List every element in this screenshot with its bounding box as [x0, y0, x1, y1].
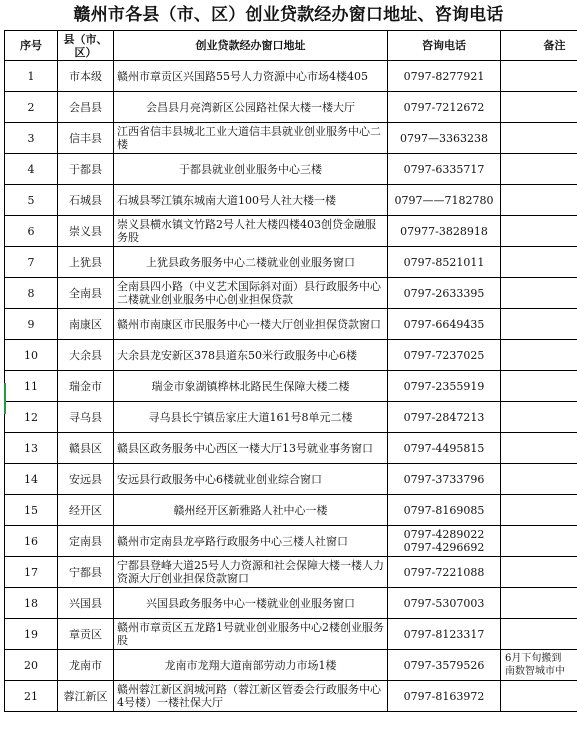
row-number: 2	[5, 92, 58, 123]
phone-number: 0797-8163972	[388, 681, 501, 712]
table-row	[5, 61, 577, 92]
table-row	[5, 619, 577, 650]
row-number: 11	[5, 371, 58, 402]
note	[501, 526, 577, 557]
county-name: 章贡区	[58, 619, 114, 650]
row-number: 6	[5, 216, 58, 247]
county-name: 崇义县	[58, 216, 114, 247]
office-address: 会昌县月亮湾新区公园路社保大楼一楼大厅	[114, 92, 388, 123]
note	[501, 123, 577, 154]
office-address: 赣县区政务服务中心西区一楼大厅13号就业事务窗口	[114, 433, 388, 464]
row-number: 21	[5, 681, 58, 712]
table-row	[5, 681, 577, 712]
phone-number: 0797-8521011	[388, 247, 501, 278]
note	[501, 495, 577, 526]
note	[501, 247, 577, 278]
table-row	[5, 464, 577, 495]
table-row	[5, 309, 577, 340]
row-number: 12	[5, 402, 58, 433]
phone-number: 0797-7221088	[388, 557, 501, 588]
phone-number: 07977-3828918	[388, 216, 501, 247]
row-number: 17	[5, 557, 58, 588]
cell-selection-marker	[4, 383, 6, 414]
row-number: 5	[5, 185, 58, 216]
row-number: 14	[5, 464, 58, 495]
phone-number: 0797—3363238	[388, 123, 501, 154]
phone-number: 0797-3579526	[388, 650, 501, 681]
row-number: 7	[5, 247, 58, 278]
county-name: 会昌县	[58, 92, 114, 123]
table-row	[5, 588, 577, 619]
office-address: 赣州经开区新雅路人社中心一楼	[114, 495, 388, 526]
county-name: 蓉江新区	[58, 681, 114, 712]
county-name: 于都县	[58, 154, 114, 185]
office-address: 赣州蓉江新区润城河路（蓉江新区管委会行政服务中心4号楼）一楼社保大厅	[114, 681, 388, 712]
table-row	[5, 123, 577, 154]
office-address: 崇义县横水镇文竹路2号人社大楼四楼403创贷金融服务股	[114, 216, 388, 247]
county-name: 瑞金市	[58, 371, 114, 402]
phone-number: 0797-7212672	[388, 92, 501, 123]
county-name: 南康区	[58, 309, 114, 340]
row-number: 19	[5, 619, 58, 650]
table-row	[5, 650, 577, 681]
table-body	[5, 61, 577, 712]
header-num: 序号	[5, 31, 58, 61]
county-name: 安远县	[58, 464, 114, 495]
office-address: 大余县龙安新区378县道东50米行政服务中心6楼	[114, 340, 388, 371]
office-address: 石城县琴江镇东城南大道100号人社大楼一楼	[114, 185, 388, 216]
row-number: 18	[5, 588, 58, 619]
phone-number: 0797-8169085	[388, 495, 501, 526]
table-row	[5, 278, 577, 309]
row-number: 20	[5, 650, 58, 681]
note	[501, 588, 577, 619]
table-row	[5, 247, 577, 278]
note	[501, 309, 577, 340]
row-number: 15	[5, 495, 58, 526]
note	[501, 464, 577, 495]
phone-number: 0797-6335717	[388, 154, 501, 185]
note	[501, 278, 577, 309]
header-county: 县（市、区）	[58, 31, 114, 61]
phone-number: 0797——7182780	[388, 185, 501, 216]
county-name: 赣县区	[58, 433, 114, 464]
phone-number: 0797-2633395	[388, 278, 501, 309]
note	[501, 681, 577, 712]
office-address: 宁都县登峰大道25号人力资源和社会保障大楼一楼人力资源大厅创业担保贷款窗口	[114, 557, 388, 588]
table-row	[5, 371, 577, 402]
row-number: 1	[5, 61, 58, 92]
office-address: 赣州市章贡区兴国路55号人力资源中心市场4楼405	[114, 61, 388, 92]
table-row	[5, 495, 577, 526]
phone-number: 0797-3733796	[388, 464, 501, 495]
phone-number: 0797-6649435	[388, 309, 501, 340]
office-address: 瑞金市象湖镇桦林北路民生保障大楼二楼	[114, 371, 388, 402]
note	[501, 557, 577, 588]
header-row	[5, 31, 577, 61]
note	[501, 92, 577, 123]
table-row	[5, 185, 577, 216]
county-name: 上犹县	[58, 247, 114, 278]
county-name: 经开区	[58, 495, 114, 526]
county-name: 兴国县	[58, 588, 114, 619]
row-number: 3	[5, 123, 58, 154]
table-row	[5, 433, 577, 464]
row-number: 8	[5, 278, 58, 309]
row-number: 9	[5, 309, 58, 340]
table-row	[5, 340, 577, 371]
phone-number: 0797-5307003	[388, 588, 501, 619]
phone-number: 0797-8123317	[388, 619, 501, 650]
office-address: 赣州市南康区市民服务中心一楼大厅创业担保贷款窗口	[114, 309, 388, 340]
county-name: 大余县	[58, 340, 114, 371]
phone-number: 0797-4495815	[388, 433, 501, 464]
county-name: 龙南市	[58, 650, 114, 681]
table-row	[5, 216, 577, 247]
phone-number: 0797-7237025	[388, 340, 501, 371]
county-name: 定南县	[58, 526, 114, 557]
office-address: 赣州市定南县龙亭路行政服务中心三楼人社窗口	[114, 526, 388, 557]
note	[501, 619, 577, 650]
office-table	[4, 30, 577, 712]
phone-number: 0797-2847213	[388, 402, 501, 433]
phone-number: 0797-2355919	[388, 371, 501, 402]
county-name: 寻乌县	[58, 402, 114, 433]
header-note: 备注	[501, 31, 577, 61]
county-name: 石城县	[58, 185, 114, 216]
office-address: 寻乌县长宁镇岳家庄大道161号8单元二楼	[114, 402, 388, 433]
office-address: 全南县四小路（中义艺术国际斜对面）县行政服务中心二楼就业创业服务中心创业担保贷款	[114, 278, 388, 309]
note	[501, 185, 577, 216]
note	[501, 402, 577, 433]
note	[501, 340, 577, 371]
sheet-title: 赣州市各县（市、区）创业贷款经办窗口地址、咨询电话	[73, 5, 504, 25]
row-number: 16	[5, 526, 58, 557]
phone-number: 0797-8277921	[388, 61, 501, 92]
note	[501, 154, 577, 185]
office-address: 江西省信丰县城北工业大道信丰县就业创业服务中心二楼	[114, 123, 388, 154]
note	[501, 433, 577, 464]
county-name: 市本级	[58, 61, 114, 92]
header-address: 创业贷款经办窗口地址	[114, 31, 388, 61]
table-row	[5, 92, 577, 123]
row-number: 10	[5, 340, 58, 371]
office-address: 兴国县政务服务中心一楼就业创业服务窗口	[114, 588, 388, 619]
office-address: 赣州市章贡区五龙路1号就业创业服务中心2楼创业服务股	[114, 619, 388, 650]
table-row	[5, 402, 577, 433]
office-address: 安远县行政服务中心6楼就业创业综合窗口	[114, 464, 388, 495]
note: 6月下旬搬到 南数智城市中	[501, 650, 577, 681]
row-number: 13	[5, 433, 58, 464]
note	[501, 216, 577, 247]
office-address: 上犹县政务服务中心二楼就业创业服务窗口	[114, 247, 388, 278]
table-row	[5, 154, 577, 185]
note	[501, 61, 577, 92]
table-row	[5, 557, 577, 588]
county-name: 宁都县	[58, 557, 114, 588]
table-row	[5, 526, 577, 557]
phone-number: 0797-4289022 0797-4296692	[388, 526, 501, 557]
office-address: 龙南市龙翔大道南部劳动力市场1楼	[114, 650, 388, 681]
note	[501, 371, 577, 402]
header-phone: 咨询电话	[388, 31, 501, 61]
county-name: 全南县	[58, 278, 114, 309]
office-address: 于都县就业创业服务中心三楼	[114, 154, 388, 185]
row-number: 4	[5, 154, 58, 185]
county-name: 信丰县	[58, 123, 114, 154]
